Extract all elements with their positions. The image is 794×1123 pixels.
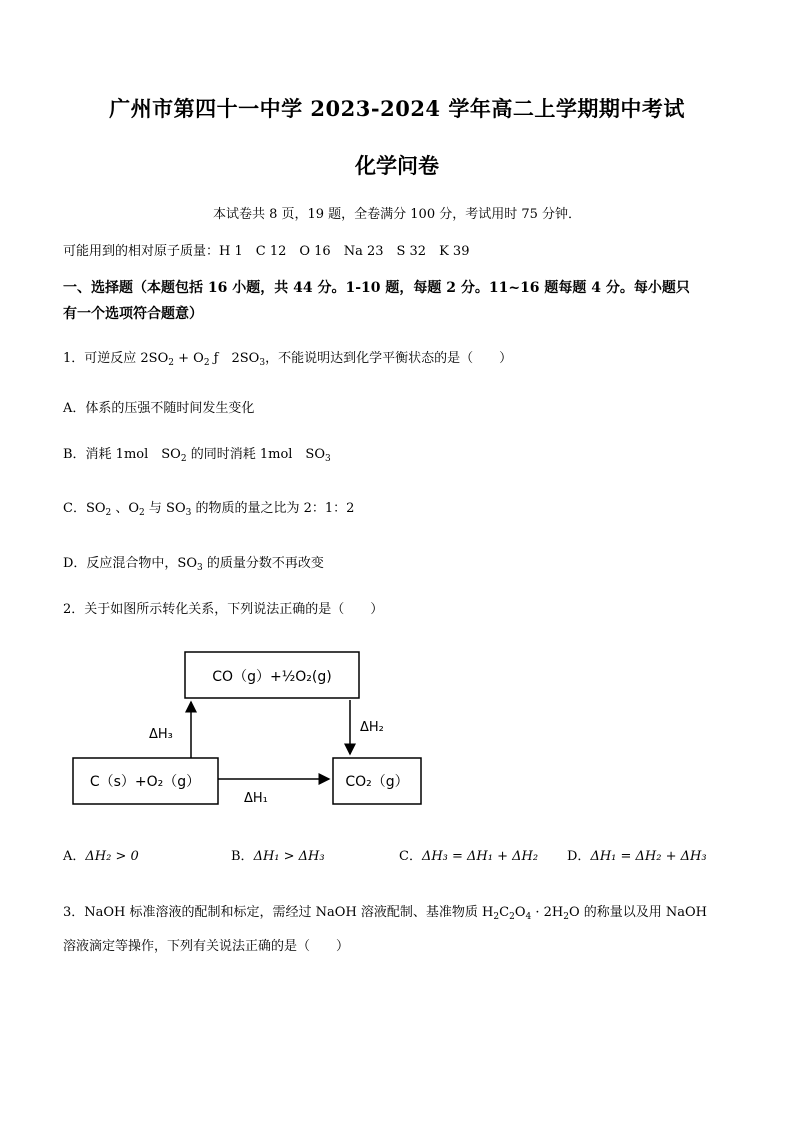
question-1-option-a: A．体系的压强不随时间发生变化 — [63, 401, 255, 416]
question-2-option-c: C．ΔH₃ = ΔH₁ + ΔH₂ — [399, 849, 539, 864]
exam-intro: 本试卷共 8 页，19 题，全卷满分 100 分，考试用时 75 分钟． — [212, 207, 582, 222]
label-dh3: ΔH₃ — [149, 727, 173, 742]
section-heading-line1: 一、选择题（本题包括 16 小题，共 44 分。1-10 题，每题 2 分。11~16 题每题 4 分。每小题只 — [63, 280, 690, 296]
exam-subtitle: 化学问卷 — [355, 153, 439, 178]
atomic-mass-line: 可能用到的相对原子质量：H 1 C 12 O 16 Na 23 S 32 K 39 — [63, 244, 470, 259]
question-2-option-a: A．ΔH₂ > 0 — [63, 849, 139, 864]
question-1-option-b: B．消耗 1mol $SO_2$ 的同时消耗 1mol $SO_3$ — [63, 447, 331, 464]
question-1-option-c: C．$SO_2$ 、$O_2$ 与 $SO_3$ 的物质的量之比为 2：1：2 — [63, 501, 355, 518]
section-heading-line2: 有一个选项符合题意） — [63, 306, 203, 322]
question-1-option-d: D．反应混合物中，$SO_3$ 的质量分数不再改变 — [63, 556, 324, 573]
label-dh1: ΔH₁ — [244, 791, 268, 806]
diagram-label-c: C（s）+O₂（g） — [89, 774, 201, 790]
question-3-line2: 溶液滴定等操作，下列有关说法正确的是（ ） — [63, 939, 350, 954]
diagram-label-co2: CO₂（g） — [345, 774, 409, 790]
question-2-option-b: B．ΔH₁ > ΔH₃ — [231, 849, 325, 864]
question-3-line1: 3．NaOH 标准溶液的配制和标定，需经过 NaOH 溶液配制、基准物质 $H_2C_2O_4 \cdot 2H_2O$ 的称量以及用 NaOH — [63, 905, 708, 922]
question-2-options — [63, 845, 743, 865]
question-2-stem: 2．关于如图所示转化关系，下列说法正确的是（ ） — [63, 602, 384, 617]
label-dh2: ΔH₂ — [360, 720, 384, 735]
question-1-stem: 1．可逆反应 $2SO_2 + O_2$ ƒ $2SO_3$，不能说明达到化学平衡状态的是（ ） — [63, 351, 513, 368]
question-2-option-d: D．ΔH₁ = ΔH₂ + ΔH₃ — [567, 849, 707, 864]
exam-title: 广州市第四十一中学 2023-2024 学年高二上学期期中考试 — [109, 96, 685, 121]
enthalpy-diagram — [63, 642, 433, 817]
diagram-label-co: CO（g）+½O₂(g) — [212, 669, 332, 685]
